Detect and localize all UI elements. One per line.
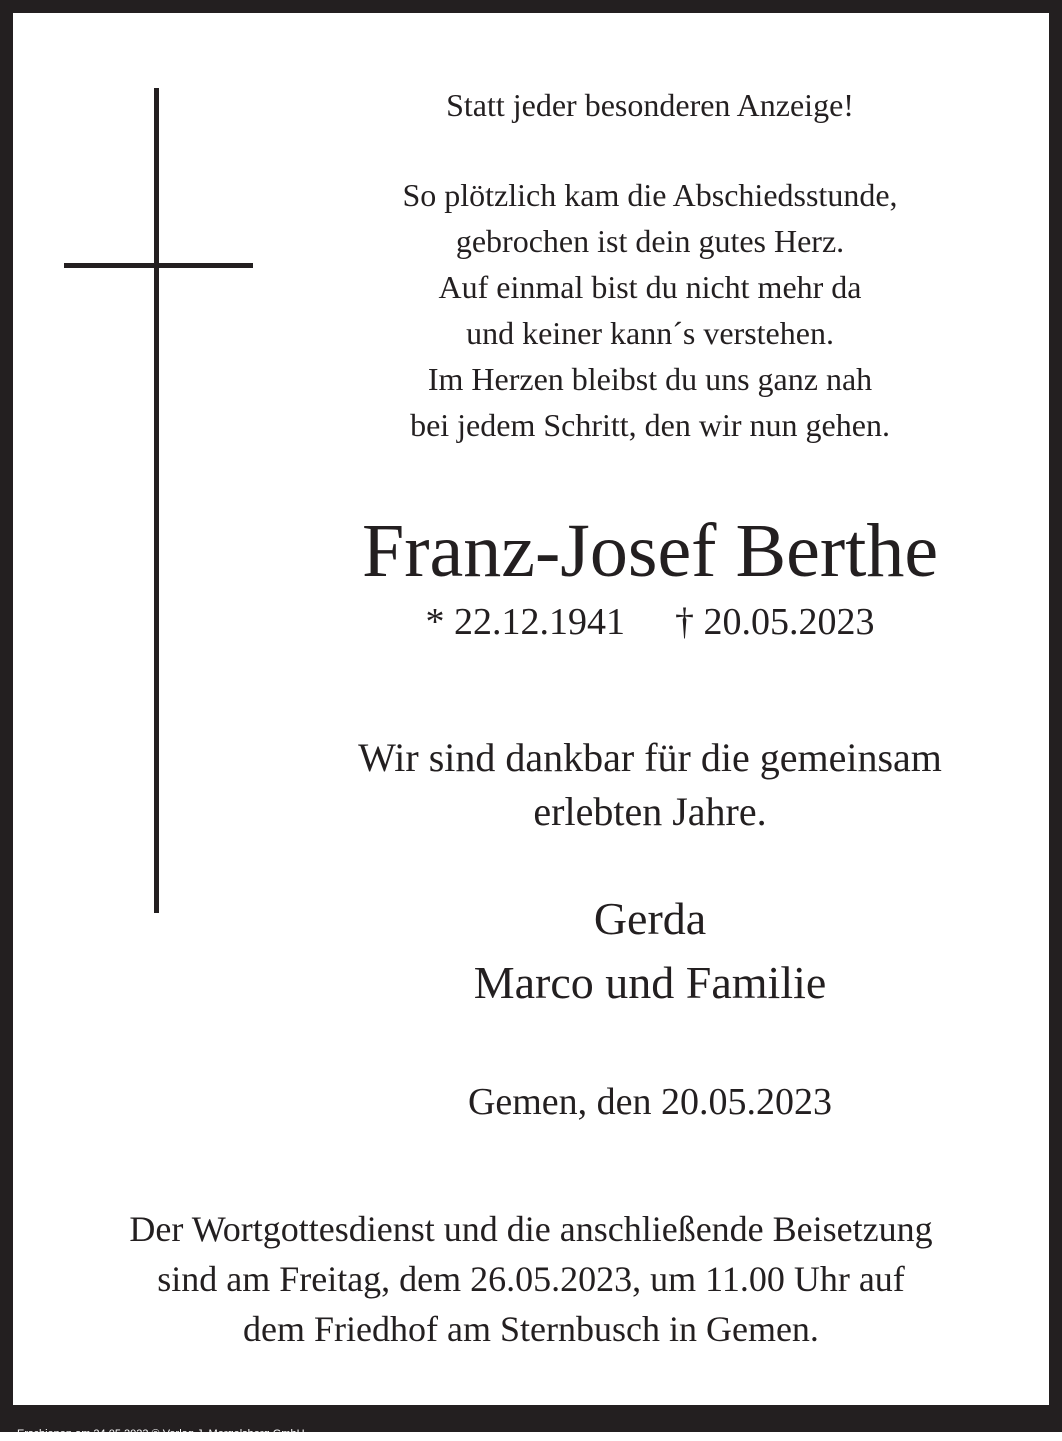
service-line: Der Wortgottesdienst und die anschließende Beisetzung	[129, 1209, 933, 1249]
cross-horizontal-bar	[64, 263, 253, 268]
mourners	[296, 887, 1004, 1015]
poem-line: Im Herzen bleibst du uns ganz nah	[427, 361, 873, 397]
poem-line: bei jedem Schritt, den wir nun gehen.	[410, 407, 890, 443]
deceased-name: Franz-Josef Berthe	[361, 509, 939, 593]
notice-headline: Statt jeder besonderen Anzeige!	[446, 87, 854, 123]
poem-line: So plötzlich kam die Abschiedsstunde,	[402, 177, 898, 213]
thanks-text	[296, 731, 1004, 839]
poem	[296, 172, 1004, 448]
thanks-line: erlebten Jahre.	[533, 789, 767, 834]
service-line: dem Friedhof am Sternbusch in Gemen.	[243, 1309, 819, 1349]
thanks-line: Wir sind dankbar für die gemeinsam	[358, 735, 942, 780]
life-dates	[296, 599, 1004, 645]
publication-footer: Erschienen am 24.05.2023 © Verlag J. Mergelsberg GmbH	[17, 1428, 305, 1440]
mourner-name: Gerda	[593, 893, 707, 944]
poem-line: gebrochen ist dein gutes Herz.	[455, 223, 845, 259]
place-date: Gemen, den 20.05.2023	[467, 1081, 833, 1123]
cross-vertical-bar	[154, 88, 159, 913]
service-info	[13, 1204, 1049, 1354]
death-date: † 20.05.2023	[675, 601, 875, 643]
mourner-name: Marco und Familie	[473, 957, 827, 1008]
poem-line: und keiner kann´s verstehen.	[466, 315, 834, 351]
service-line: sind am Freitag, dem 26.05.2023, um 11.00 Uhr auf	[157, 1259, 905, 1299]
poem-line: Auf einmal bist du nicht mehr da	[438, 269, 862, 305]
birth-date: * 22.12.1941	[425, 601, 625, 643]
